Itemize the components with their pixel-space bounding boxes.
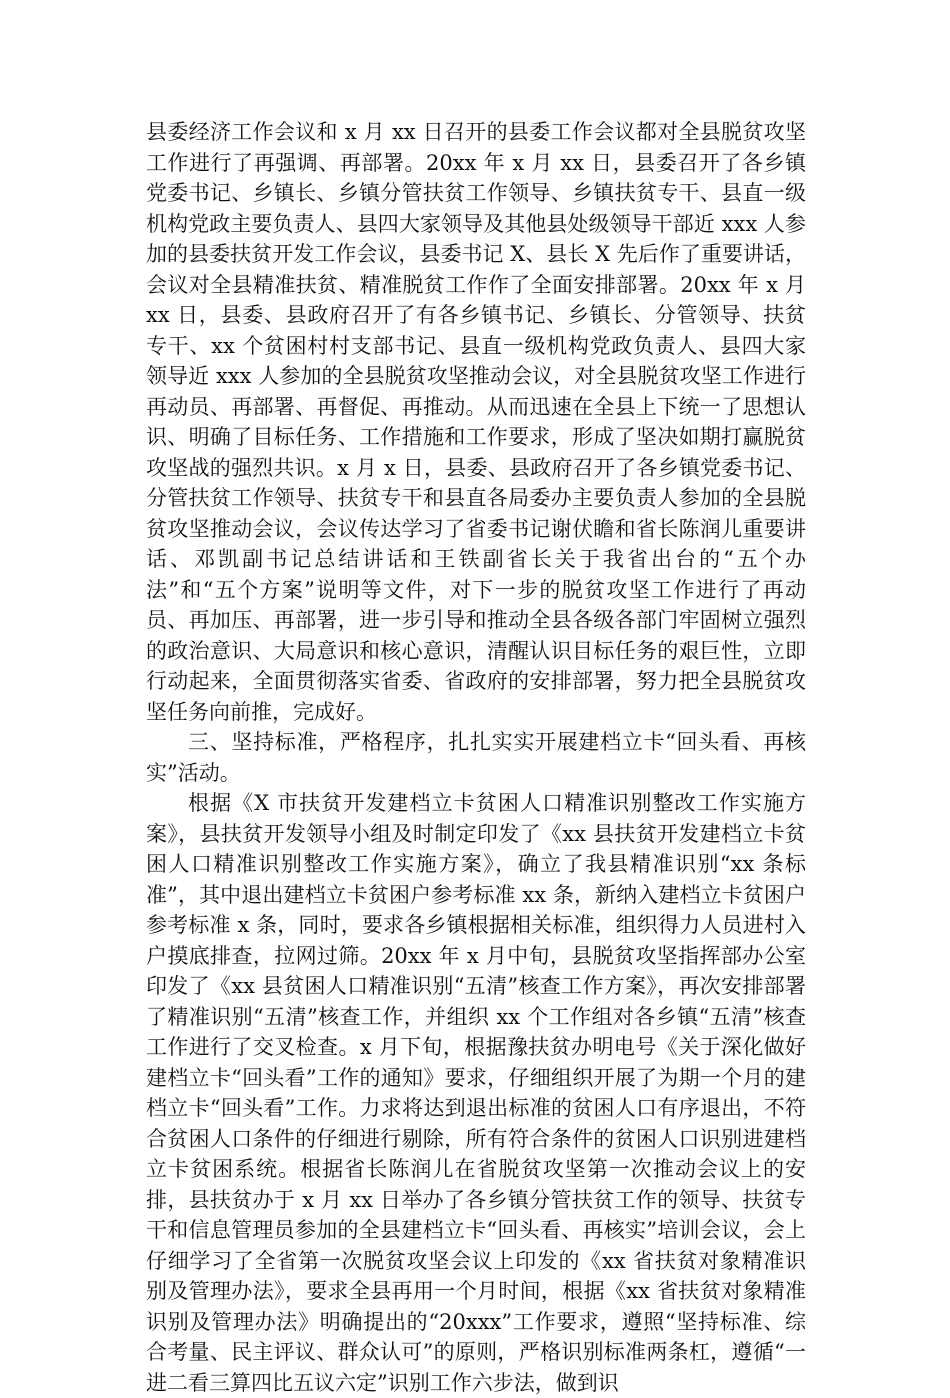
document-body bbox=[146, 117, 806, 1398]
paragraph-identification: 根据《X 市扶贫开发建档立卡贫困人口精准识别整改工作实施方案》，县扶贫开发领导小组及时制定印发了《xx 县扶贫开发建档立卡贫困人口精准识别整改工作实施方案》，确立了我县精准识别“xx 条标准”，其中退出建档立卡贫困户参考标准 xx 条，新纳入建档立卡贫困户参考标准 x 条，同时，要求各乡镇根据相关标准，组织得力人员进村入户摸底排查，拉网过筛。20xx 年 x 月中旬，县脱贫攻坚指挥部办公室印发了《xx 县贫困人口精准识别“五清”核查工作方案》，再次安排部署了精准识别“五清”核查工作，并组织 xx 个工作组对各乡镇“五清”核查工作进行了交叉检查。x 月下旬，根据豫扶贫办明电号《关于深化做好建档立卡“回头看”工作的通知》要求，仔细组织开展了为期一个月的建档立卡“回头看”工作。力求将达到退出标准的贫困人口有序退出，不符合贫困人口条件的仔细进行剔除，所有符合条件的贫困人口识别进建档立卡贫困系统。根据省长陈润儿在省脱贫攻坚第一次推动会议上的安排，县扶贫办于 x 月 xx 日举办了各乡镇分管扶贫工作的领导、扶贫专干和信息管理员参加的全县建档立卡“回头看、再核实”培训会议，会上仔细学习了全省第一次脱贫攻坚会议上印发的《xx 省扶贫对象精准识别及管理办法》，要求全县再用一个月时间，根据《xx 省扶贫对象精准识别及管理办法》明确提出的“20xxx”工作要求，遵照“坚持标准、综合考量、民主评议、群众认可”的原则，严格识别标准两条杠，遵循“一进二看三算四比五议六定”识别工作六步法，做到识 bbox=[146, 791, 806, 1395]
paragraph-meetings: 县委经济工作会议和 x 月 xx 日召开的县委工作会议都对全县脱贫攻坚工作进行了再强调、再部署。20xx 年 x 月 xx 日，县委召开了各乡镇党委书记、乡镇长、乡镇分管扶贫工作领导、乡镇扶贫专干、县直一级机构党政主要负责人、县四大家领导及其他县处级领导干部近 xxx 人参加的县委扶贫开发工作会议，县委书记 X、县长 X 先后作了重要讲话，会议对全县精准扶贫、精准脱贫工作作了全面安排部署。20xx 年 x 月 xx 日，县委、县政府召开了有各乡镇书记、乡镇长、分管领导、扶贫专干、xx 个贫困村村支部书记、县直一级机构党政负责人、县四大家领导近 xxx 人参加的全县脱贫攻坚推动会议，对全县脱贫攻坚工作进行再动员、再部署、再督促、再推动。从而迅速在全县上下统一了思想认识、明确了目标任务、工作措施和工作要求，形成了坚决如期打赢脱贫攻坚战的强烈共识。x 月 x 日，县委、县政府召开了各乡镇党委书记、分管扶贫工作领导、扶贫专干和县直各局委办主要负责人参加的全县脱贫攻坚推动会议，会议传达学习了省委书记谢伏瞻和省长陈润儿重要讲话、邓凯副书记总结讲话和王铁副省长关于我省出台的“五个办法”和“五个方案”说明等文件，对下一步的脱贫攻坚工作进行了再动员、再加压、再部署，进一步引导和推动全县各级各部门牢固树立强烈的政治意识、大局意识和核心意识，清醒认识目标任务的艰巨性，立即行动起来，全面贯彻落实省委、省政府的安排部署，努力把全县脱贫攻坚任务向前推，完成好。 bbox=[146, 120, 806, 724]
section-heading-three: 三、坚持标准，严格程序，扎扎实实开展建档立卡“回头看、再核实”活动。 bbox=[146, 730, 806, 785]
